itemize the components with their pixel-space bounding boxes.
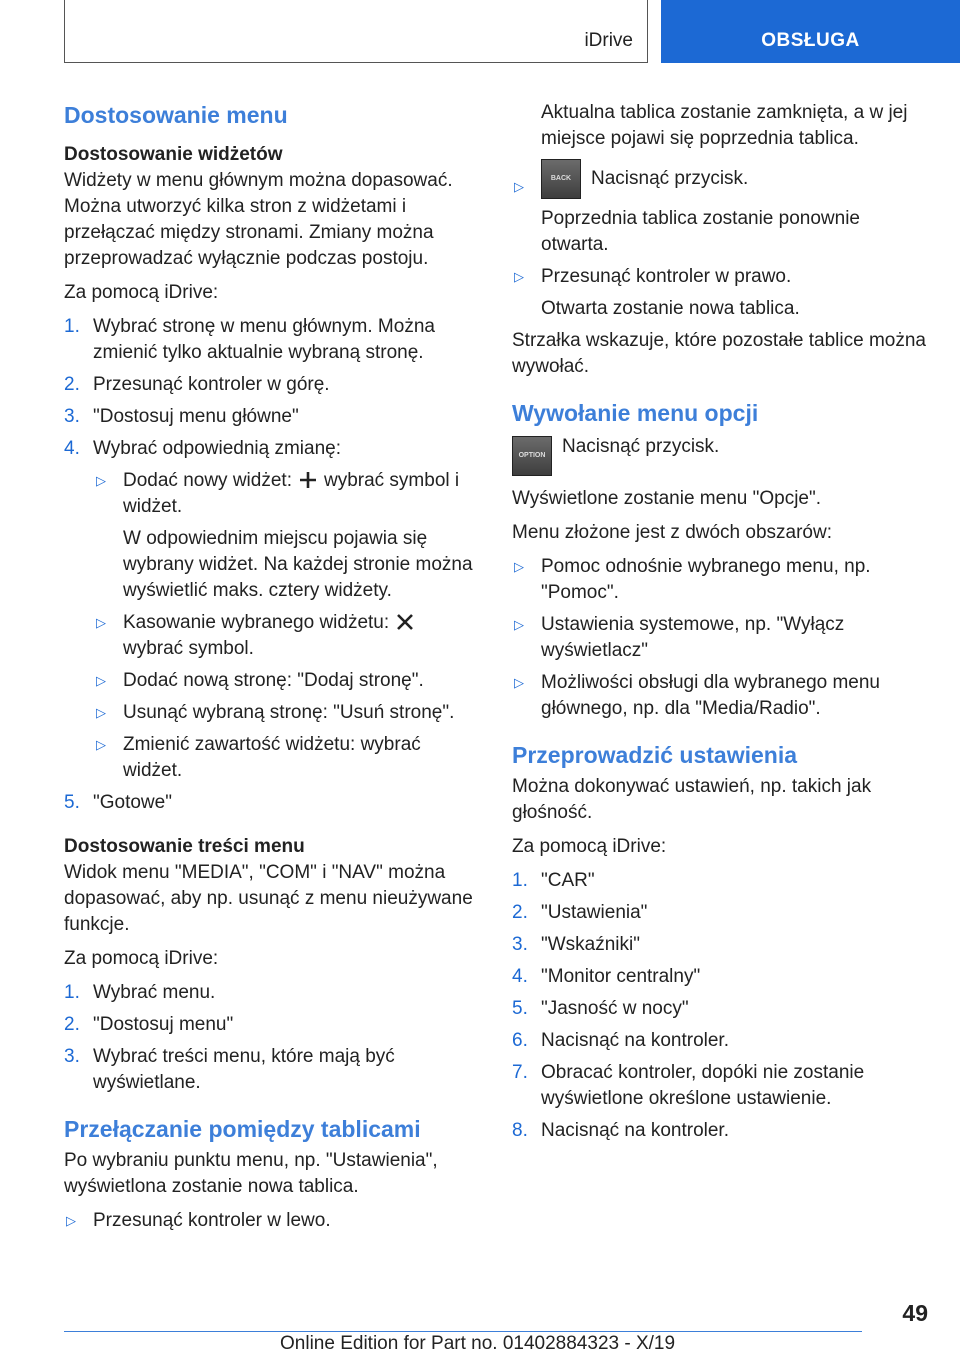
- list-item: ▷ Usunąć wybraną stronę: "Usuń stronę".: [94, 700, 480, 726]
- list-item: 3. "Dostosuj menu główne": [64, 406, 299, 427]
- list-item: 2. Przesunąć kontroler w górę.: [64, 374, 330, 395]
- paragraph: Wyświetlone zostanie menu "Opcje".: [512, 488, 822, 509]
- continuation-text: W odpowiednim miejscu pojawia się wybrany widżet. Na każdej stronie można wyświetlić maks. cztery widżety.: [123, 528, 473, 601]
- heading-settings: Przeprowadzić ustawienia: [512, 742, 798, 768]
- option-instruction: Nacisnąć przycisk.: [562, 436, 720, 457]
- option-row: [512, 434, 928, 476]
- list-item: 6. Nacisnąć na kontroler.: [512, 1030, 729, 1051]
- bullet-list: [64, 1208, 480, 1234]
- right-column: [512, 100, 928, 1150]
- list-item: 5. "Jasność w nocy": [512, 998, 689, 1019]
- bullet-list: [512, 158, 928, 322]
- bullet-list: [512, 554, 928, 722]
- heading-customize-widgets: Dostosowanie widżetów: [64, 144, 283, 165]
- triangle-bullet-icon: ▷: [514, 179, 524, 194]
- paragraph: Za pomocą iDrive:: [512, 836, 667, 857]
- triangle-bullet-icon: ▷: [514, 269, 524, 284]
- paragraph: Widok menu "MEDIA", "COM" i "NAV" można dopasować, aby np. usunąć z menu nieużywane funkcje.: [64, 862, 473, 935]
- numbered-list: [64, 980, 480, 1096]
- paragraph: Menu złożone jest z dwóch obszarów:: [512, 522, 832, 543]
- list-item: 2. "Dostosuj menu": [64, 1014, 234, 1035]
- heading-switch-panels: Przełączanie pomiędzy tablicami: [64, 1116, 421, 1142]
- sub-bullet-list: [94, 468, 480, 784]
- paragraph: Widżety w menu głównym można dopasować. Można utworzyć kilka stron z widżetami i przełączać między stronami. Zmiany można przeprowadzać wyłącznie podczas postoju.: [64, 170, 453, 269]
- header-chapter: OBSŁUGA: [761, 30, 860, 51]
- list-item: 2. "Ustawienia": [512, 902, 648, 923]
- list-item: ▷ Możliwości obsługi dla wybranego menu głównego, np. dla "Media/Radio".: [514, 672, 881, 719]
- list-item: ▷ Ustawienia systemowe, np. "Wyłącz wyświetlacz": [514, 614, 845, 661]
- triangle-bullet-icon: ▷: [96, 473, 106, 488]
- list-item: ▷ Kasowanie wybranego widżetu:wybrać symbol.: [94, 610, 480, 662]
- list-item: 4. "Monitor centralny": [512, 966, 701, 987]
- triangle-bullet-icon: ▷: [96, 615, 106, 630]
- list-item: ▷ Dodać nową stronę: "Dodaj stronę".: [94, 668, 480, 694]
- heading-options-menu: Wywołanie menu opcji: [512, 400, 759, 426]
- header-section: iDrive: [584, 30, 633, 51]
- list-item: 1. "CAR": [512, 870, 595, 891]
- list-item: 3. "Wskaźniki": [512, 934, 640, 955]
- list-item: ▷ Dodać nowy widżet: wybrać symbol i widżet.: [96, 470, 460, 517]
- back-button-icon: BACK: [541, 159, 581, 199]
- list-item: 3. Wybrać treści menu, które mają być wyświetlane.: [64, 1046, 395, 1093]
- paragraph: Za pomocą iDrive:: [64, 282, 219, 303]
- continuation-text: Aktualna tablica zostanie zamknięta, a w jej miejsce pojawi się poprzednia tablica.: [541, 102, 908, 149]
- list-item: 1. Wybrać menu.: [64, 982, 216, 1003]
- footer-edition: Online Edition for Part no. 01402884323 - X/19: [280, 1333, 676, 1354]
- paragraph: Za pomocą iDrive:: [64, 948, 219, 969]
- list-item: 5. "Gotowe": [64, 792, 172, 813]
- list-item: 4. Wybrać odpowiednią zmianę:: [64, 438, 342, 459]
- triangle-bullet-icon: ▷: [514, 675, 524, 690]
- list-item: ▷ Przesunąć kontroler w lewo.: [64, 1208, 480, 1234]
- list-item: ▷ Przesunąć kontroler w prawo.: [512, 264, 928, 290]
- continuation-text: Poprzednia tablica zostanie ponownie otwarta.: [541, 208, 860, 255]
- numbered-list: [512, 868, 928, 1144]
- close-icon: [395, 612, 415, 632]
- list-item: 1. Wybrać stronę w menu głównym. Można zmienić tylko aktualnie wybraną stronę.: [64, 316, 435, 363]
- list-item: 8. Nacisnąć na kontroler.: [512, 1120, 729, 1141]
- heading-customize-menu-content: Dostosowanie treści menu: [64, 836, 305, 857]
- left-column: [64, 100, 480, 1240]
- continuation-text: Otwarta zostanie nowa tablica.: [541, 298, 800, 319]
- triangle-bullet-icon: ▷: [514, 559, 524, 574]
- plus-icon: [298, 470, 318, 490]
- list-item: ▷ Pomoc odnośnie wybranego menu, np. "Pomoc".: [514, 556, 871, 603]
- list-item: ▷ Zmienić zawartość widżetu: wybrać widżet.: [96, 734, 421, 781]
- footer-divider: [64, 1331, 862, 1332]
- triangle-bullet-icon: ▷: [96, 705, 106, 720]
- triangle-bullet-icon: ▷: [514, 617, 524, 632]
- page-number: 49: [902, 1300, 928, 1326]
- list-item: ▷ BACK Nacisnąć przycisk.: [512, 158, 928, 200]
- triangle-bullet-icon: ▷: [96, 673, 106, 688]
- list-item: 7. Obracać kontroler, dopóki nie zostanie wyświetlone określone ustawienie.: [512, 1062, 865, 1109]
- option-button-icon: OPTION: [512, 436, 552, 476]
- heading-customize-menu: Dostosowanie menu: [64, 102, 288, 128]
- header-section-box: [64, 0, 648, 63]
- numbered-list: [64, 314, 480, 816]
- paragraph: Strzałka wskazuje, które pozostałe tablice można wywołać.: [512, 330, 926, 377]
- paragraph: Można dokonywać ustawień, np. takich jak głośność.: [512, 776, 872, 823]
- paragraph: Po wybraniu punktu menu, np. "Ustawienia", wyświetlona zostanie nowa tablica.: [64, 1150, 438, 1197]
- triangle-bullet-icon: ▷: [66, 1213, 76, 1228]
- header-chapter-tab: [661, 0, 960, 63]
- triangle-bullet-icon: ▷: [96, 737, 106, 752]
